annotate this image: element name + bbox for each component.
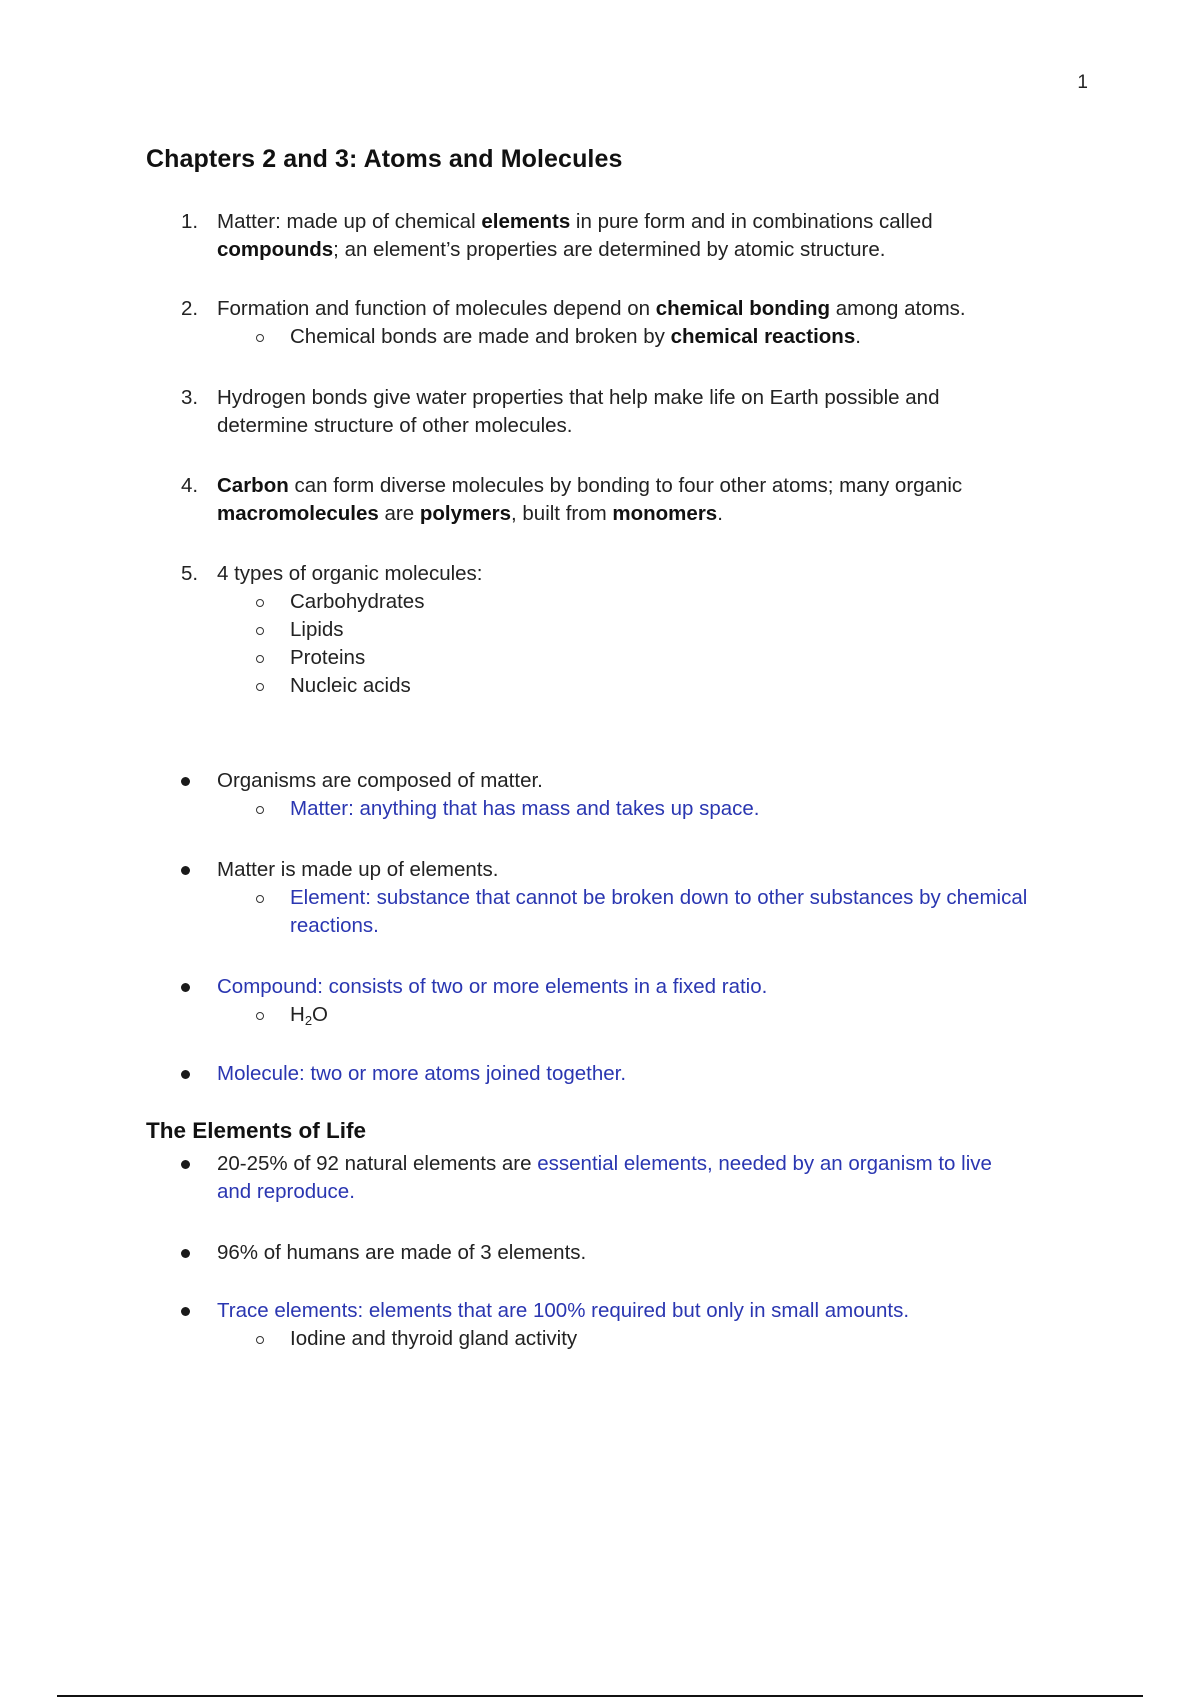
term-chemical-reactions: chemical reactions <box>670 325 856 348</box>
sub-item-text: . <box>855 325 861 348</box>
term-polymers: polymers <box>419 502 511 525</box>
numbered-item-1 <box>0 208 1200 264</box>
hollow-bullet-icon <box>256 806 264 814</box>
bullet-icon <box>181 777 190 786</box>
item-text: Formation and function of molecules depend on <box>217 297 656 320</box>
bullet-icon <box>181 1160 190 1169</box>
term-monomers: monomers <box>612 502 718 525</box>
definition-text: reactions. <box>290 914 379 937</box>
page-number: 1 <box>1077 72 1088 93</box>
hollow-bullet-icon <box>256 1012 264 1020</box>
hollow-bullet-icon <box>256 895 264 903</box>
bullet-text: 96% of humans are made of 3 elements. <box>217 1241 587 1264</box>
bullet-text: 20-25% of 92 natural elements are <box>217 1152 538 1175</box>
numbered-item-2 <box>0 295 1200 351</box>
bullet-icon <box>181 1249 190 1258</box>
item-text: 4 types of organic molecules: <box>217 562 483 585</box>
term-macromolecules: macromolecules <box>217 502 379 525</box>
hollow-bullet-icon <box>256 334 264 342</box>
term-carbon: Carbon <box>217 474 289 497</box>
sub-item-text: Nucleic acids <box>290 674 411 697</box>
item-text: Matter: made up of chemical <box>217 210 482 233</box>
sub-item-text: Chemical bonds are made and broken by <box>290 325 671 348</box>
formula-subscript: 2 <box>304 1013 313 1028</box>
definition-text: Element: substance that cannot be broken down to other substances by chemical <box>290 886 1028 909</box>
section-bullet-item <box>0 1150 1200 1206</box>
definition-text: Molecule: two or more atoms joined together. <box>217 1062 627 1085</box>
sub-item-text: Iodine and thyroid gland activity <box>290 1327 578 1350</box>
bullet-text: Matter is made up of elements. <box>217 858 499 881</box>
item-text: determine structure of other molecules. <box>217 414 573 437</box>
item-text: . <box>717 502 723 525</box>
section-bullet-item <box>0 1239 1200 1267</box>
hollow-bullet-icon <box>256 627 264 635</box>
item-text: , built from <box>511 502 613 525</box>
definition-text: Trace elements: elements that are 100% required but only in small amounts. <box>217 1299 910 1322</box>
item-text: in pure form and in combinations called <box>570 210 933 233</box>
item-text: ; an element’s properties are determined by atomic structure. <box>333 238 886 261</box>
page-bottom-rule <box>57 1695 1143 1697</box>
definition-text: Matter: anything that has mass and takes up space. <box>290 797 760 820</box>
numbered-item-5 <box>0 560 1200 700</box>
hollow-bullet-icon <box>256 655 264 663</box>
section-heading: The Elements of Life <box>146 1118 367 1143</box>
sub-item-text: Carbohydrates <box>290 590 425 613</box>
bullet-item <box>0 973 1200 1029</box>
formula-o: O <box>312 1003 328 1026</box>
item-number: 3. <box>181 386 199 409</box>
formula-h: H <box>290 1003 305 1026</box>
hollow-bullet-icon <box>256 683 264 691</box>
sub-item-text: Proteins <box>290 646 366 669</box>
bullet-icon <box>181 983 190 992</box>
item-text: Hydrogen bonds give water properties that help make life on Earth possible and <box>217 386 940 409</box>
bullet-icon <box>181 1307 190 1316</box>
term-compounds: compounds <box>217 238 334 261</box>
term-elements: elements <box>481 210 571 233</box>
bullet-text: Organisms are composed of matter. <box>217 769 543 792</box>
bullet-item <box>0 767 1200 823</box>
item-text: can form diverse molecules by bonding to four other atoms; many organic <box>288 474 963 497</box>
sub-item-text: Lipids <box>290 618 344 641</box>
definition-text: and reproduce. <box>217 1180 355 1203</box>
numbered-item-4 <box>0 472 1200 528</box>
bullet-item <box>0 856 1200 940</box>
hollow-bullet-icon <box>256 599 264 607</box>
bullet-item <box>0 1060 1200 1088</box>
bullet-icon <box>181 866 190 875</box>
definition-text: essential elements, needed by an organism to live <box>537 1152 992 1175</box>
item-number: 5. <box>181 562 199 585</box>
item-number: 4. <box>181 474 199 497</box>
item-text: are <box>378 502 420 525</box>
section-bullet-item <box>0 1297 1200 1353</box>
item-number: 2. <box>181 297 199 320</box>
item-number: 1. <box>181 210 199 233</box>
hollow-bullet-icon <box>256 1336 264 1344</box>
definition-text: Compound: consists of two or more elements in a fixed ratio. <box>217 975 768 998</box>
term-chemical-bonding: chemical bonding <box>655 297 831 320</box>
item-text: among atoms. <box>830 297 966 320</box>
bullet-icon <box>181 1070 190 1079</box>
numbered-item-3 <box>0 384 1200 440</box>
page-title: Chapters 2 and 3: Atoms and Molecules <box>146 145 623 173</box>
